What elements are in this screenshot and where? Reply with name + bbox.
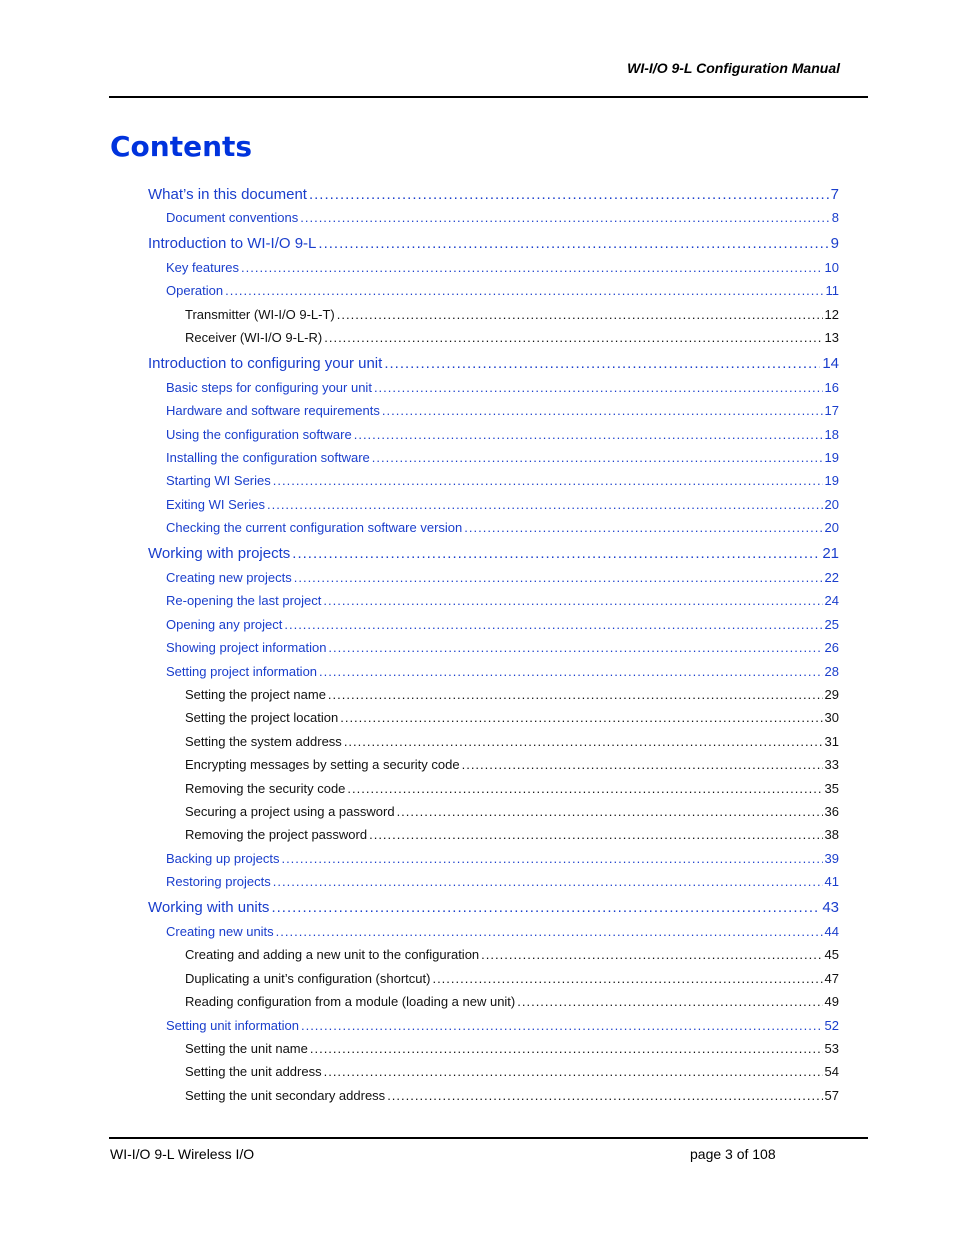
toc-entry-label: Duplicating a unit’s configuration (shortcut) <box>185 971 431 986</box>
toc-entry-page: 38 <box>824 827 839 842</box>
toc-entry-label: Receiver (WI-I/O 9-L-R) <box>185 330 323 345</box>
running-header: WI-I/O 9-L Configuration Manual <box>627 60 840 76</box>
toc-dot-leader <box>372 450 823 465</box>
toc-entry[interactable] <box>166 570 839 585</box>
toc-entry-page: 13 <box>824 330 839 345</box>
toc-entry <box>185 734 839 749</box>
toc-entry[interactable] <box>166 450 839 465</box>
toc-entry[interactable] <box>166 874 839 889</box>
toc-dot-leader <box>384 355 820 372</box>
toc-entry[interactable] <box>166 640 839 655</box>
toc-dot-leader <box>347 781 822 796</box>
toc-entry-page: 53 <box>824 1041 839 1056</box>
toc-entry-label: Basic steps for configuring your unit <box>166 380 372 395</box>
toc-entry-label: Exiting WI Series <box>166 497 265 512</box>
toc-dot-leader <box>300 210 830 225</box>
toc-entry-page: 44 <box>824 924 839 939</box>
toc-dot-leader <box>267 497 823 512</box>
toc-entry-label: Restoring projects <box>166 874 271 889</box>
toc-dot-leader <box>294 570 823 585</box>
toc-entry-page: 43 <box>822 899 839 916</box>
toc-entry-page: 30 <box>824 710 839 725</box>
toc-entry[interactable] <box>166 283 839 298</box>
toc-entry-label: Working with units <box>148 899 270 916</box>
toc-entry <box>185 1064 839 1079</box>
footer-rule <box>109 1137 868 1139</box>
toc-dot-leader <box>481 947 822 962</box>
toc-dot-leader <box>464 520 822 535</box>
toc-dot-leader <box>323 593 822 608</box>
toc-entry-label: Setting unit information <box>166 1018 299 1033</box>
toc-entry-page: 11 <box>825 283 839 298</box>
toc-entry[interactable] <box>148 545 839 562</box>
toc-entry-page: 9 <box>830 235 839 252</box>
toc-entry-label: Setting the unit name <box>185 1041 308 1056</box>
toc-dot-leader <box>309 186 829 203</box>
toc-entry-page: 18 <box>824 427 839 442</box>
toc-dot-leader <box>225 283 823 298</box>
toc-entry-page: 39 <box>824 851 839 866</box>
toc-entry[interactable] <box>166 403 839 418</box>
toc-dot-leader <box>387 1088 822 1103</box>
toc-entry-page: 14 <box>822 355 839 372</box>
toc-entry-label: Starting WI Series <box>166 473 271 488</box>
toc-dot-leader <box>271 899 820 916</box>
toc-entry-label: Document conventions <box>166 210 299 225</box>
toc-entry[interactable] <box>166 427 839 442</box>
toc-entry[interactable] <box>166 520 839 535</box>
footer-product: WI-I/O 9-L Wireless I/O <box>110 1146 255 1162</box>
toc-entry-page: 52 <box>824 1018 839 1033</box>
toc-entry-page: 16 <box>824 380 839 395</box>
toc-dot-leader <box>281 851 822 866</box>
toc-entry-page: 45 <box>824 947 839 962</box>
toc-entry-label: Setting the system address <box>185 734 342 749</box>
toc-entry[interactable] <box>148 186 839 203</box>
toc-dot-leader <box>382 403 823 418</box>
toc-dot-leader <box>273 874 823 889</box>
toc-entry-page: 12 <box>824 307 839 322</box>
toc-entry-page: 54 <box>824 1064 839 1079</box>
toc-dot-leader <box>517 994 822 1009</box>
toc-entry-label: Removing the security code <box>185 781 346 796</box>
toc-entry-page: 20 <box>824 497 839 512</box>
toc-dot-leader <box>432 971 822 986</box>
toc-dot-leader <box>369 827 822 842</box>
toc-dot-leader <box>276 924 823 939</box>
toc-entry[interactable] <box>166 924 839 939</box>
toc-entry-page: 28 <box>824 664 839 679</box>
toc-dot-leader <box>462 757 823 772</box>
toc-entry-page: 36 <box>824 804 839 819</box>
toc-dot-leader <box>328 640 822 655</box>
toc-entry-label: Working with projects <box>148 545 291 562</box>
toc-dot-leader <box>354 427 823 442</box>
toc-entry <box>185 330 839 345</box>
toc-dot-leader <box>324 1064 823 1079</box>
toc-dot-leader <box>318 235 828 252</box>
toc-entry-label: Hardware and software requirements <box>166 403 380 418</box>
toc-entry[interactable] <box>166 593 839 608</box>
toc-entry <box>185 804 839 819</box>
toc-dot-leader <box>397 804 823 819</box>
toc-entry[interactable] <box>166 851 839 866</box>
toc-entry-label: Backing up projects <box>166 851 280 866</box>
toc-entry-page: 41 <box>824 874 839 889</box>
toc-entry-label: Removing the project password <box>185 827 368 842</box>
toc-dot-leader <box>301 1018 823 1033</box>
toc-entry[interactable] <box>166 497 839 512</box>
toc-entry-label: Setting the project name <box>185 687 326 702</box>
toc-dot-leader <box>344 734 823 749</box>
toc-dot-leader <box>273 473 823 488</box>
toc-dot-leader <box>328 687 823 702</box>
toc-entry-page: 21 <box>822 545 839 562</box>
toc-entry <box>185 687 839 702</box>
toc-entry-label: Transmitter (WI-I/O 9-L-T) <box>185 307 335 322</box>
toc-entry-label: Introduction to WI-I/O 9-L <box>148 235 317 252</box>
toc-entry-page: 22 <box>824 570 839 585</box>
toc-entry-page: 47 <box>824 971 839 986</box>
toc-entry <box>185 757 839 772</box>
toc-entry-page: 33 <box>824 757 839 772</box>
toc-dot-leader <box>324 330 822 345</box>
contents-heading: Contents <box>110 130 253 163</box>
toc-entry-page: 35 <box>824 781 839 796</box>
toc-entry-label: Key features <box>166 260 239 275</box>
toc-entry[interactable] <box>166 617 839 632</box>
toc-entry <box>185 947 839 962</box>
toc-dot-leader <box>340 710 822 725</box>
toc-entry <box>185 781 839 796</box>
toc-entry-page: 26 <box>824 640 839 655</box>
toc-entry-page: 7 <box>830 186 839 203</box>
toc-entry-label: Setting the project location <box>185 710 339 725</box>
toc-entry-label: Setting the unit address <box>185 1064 322 1079</box>
toc-entry[interactable] <box>166 1018 839 1033</box>
toc-entry-page: 19 <box>824 450 839 465</box>
toc-entry-page: 17 <box>824 403 839 418</box>
toc-entry-label: Encrypting messages by setting a security code <box>185 757 460 772</box>
toc-entry-page: 8 <box>831 210 839 225</box>
toc-entry-label: Checking the current configuration software version <box>166 520 463 535</box>
toc-entry <box>185 1041 839 1056</box>
toc-entry <box>185 827 839 842</box>
toc-dot-leader <box>292 545 820 562</box>
toc-entry-page: 29 <box>824 687 839 702</box>
footer-page-number: page 3 of 108 <box>690 1146 776 1162</box>
toc-entry-label: Creating new projects <box>166 570 292 585</box>
toc-entry <box>185 994 839 1009</box>
toc-entry[interactable] <box>166 664 839 679</box>
toc-entry-page: 31 <box>824 734 839 749</box>
toc-entry[interactable] <box>166 260 839 275</box>
toc-entry <box>185 971 839 986</box>
toc-entry-page: 20 <box>824 520 839 535</box>
toc-dot-leader <box>284 617 822 632</box>
toc-entry[interactable] <box>166 210 839 225</box>
toc-entry <box>185 710 839 725</box>
toc-dot-leader <box>310 1041 823 1056</box>
toc-entry-page: 25 <box>824 617 839 632</box>
toc-entry-label: Introduction to configuring your unit <box>148 355 383 372</box>
toc-entry-label: Creating new units <box>166 924 274 939</box>
toc-entry[interactable] <box>166 380 839 395</box>
toc-dot-leader <box>337 307 823 322</box>
toc-entry-label: Setting the unit secondary address <box>185 1088 386 1103</box>
toc-entry[interactable] <box>148 235 839 252</box>
toc-entry-label: Operation <box>166 283 224 298</box>
toc-entry-label: Showing project information <box>166 640 327 655</box>
toc-entry-page: 19 <box>824 473 839 488</box>
toc-entry[interactable] <box>148 899 839 916</box>
toc-entry-label: Re-opening the last project <box>166 593 322 608</box>
toc-entry-label: Installing the configuration software <box>166 450 370 465</box>
toc-entry-page: 57 <box>824 1088 839 1103</box>
toc-entry[interactable] <box>166 473 839 488</box>
toc-entry[interactable] <box>148 355 839 372</box>
toc-dot-leader <box>319 664 823 679</box>
toc-entry-label: Creating and adding a new unit to the configuration <box>185 947 480 962</box>
toc-entry-page: 24 <box>824 593 839 608</box>
toc-entry-label: Using the configuration software <box>166 427 352 442</box>
toc-entry <box>185 307 839 322</box>
toc-entry-label: Setting project information <box>166 664 318 679</box>
toc-entry-page: 10 <box>824 260 839 275</box>
toc-entry-label: Securing a project using a password <box>185 804 395 819</box>
toc-entry-label: Opening any project <box>166 617 283 632</box>
header-rule <box>109 96 868 98</box>
toc-entry-page: 49 <box>824 994 839 1009</box>
toc-entry <box>185 1088 839 1103</box>
toc-entry-label: What’s in this document <box>148 186 307 203</box>
toc-entry-label: Reading configuration from a module (loading a new unit) <box>185 994 516 1009</box>
toc-dot-leader <box>241 260 823 275</box>
toc-dot-leader <box>374 380 823 395</box>
